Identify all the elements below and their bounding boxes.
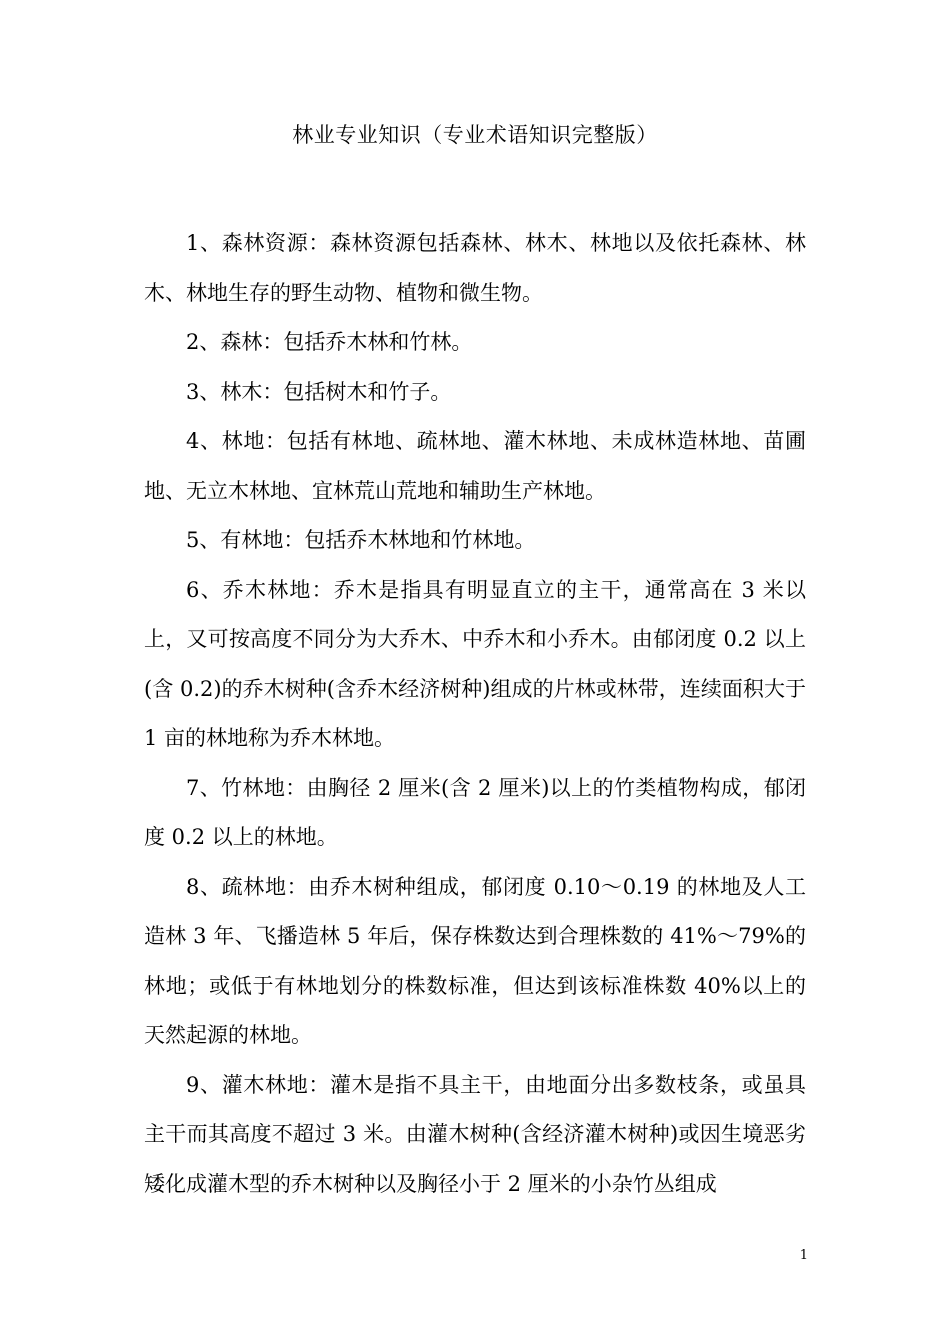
page-number: 1 [799,1248,808,1263]
paragraph-wooded-land: 5、有林地：包括乔木林地和竹林地。 [186,528,536,552]
paragraph-forest: 2、森林：包括乔木林和竹林。 [186,330,473,354]
paragraph-forest-resources: 1、森林资源：森林资源包括森林、林木、林地以及依托森林、林木、林地生存的野生动物、植物和微生物。 [144,231,806,305]
paragraph-forest-land: 4、林地：包括有林地、疏林地、灌木林地、未成林造林地、苗圃地、无立木林地、宜林荒山荒地和辅助生产林地。 [144,429,806,503]
paragraph-sparse-forest-land: 8、疏林地：由乔木树种组成，郁闭度 0.10～0.19 的林地及人工造林 3 年、飞播造林 5 年后，保存株数达到合理株数的 41%～79%的林地；或低于有林地划分的株数标准，但达到该标准株数 40%以上的天然起源的林地。 [144,874,806,1047]
paragraph-bamboo-forest-land: 7、竹林地：由胸径 2 厘米(含 2 厘米)以上的竹类植物构成，郁闭度 0.2 以上的林地。 [144,775,806,849]
paragraph-shrub-forest-land: 9、灌木林地：灌木是指不具主干，由地面分出多数枝条，或虽具主干而其高度不超过 3 米。由灌木树种(含经济灌木树种)或因生境恶劣矮化成灌木型的乔木树种以及胸径小于 2 厘米的小杂竹丛组成 [144,1072,806,1196]
page-title: 林业专业知识（专业术语知识完整版） [292,123,658,147]
document-body [144,219,806,1209]
paragraph-trees: 3、林木：包括树木和竹子。 [186,379,452,404]
paragraph-arbor-forest-land: 6、乔木林地：乔木是指具有明显直立的主干，通常高在 3 米以上，又可按高度不同分为大乔木、中乔木和小乔木。由郁闭度 0.2 以上(含 0.2)的乔木树种(含乔木经济树种)组成的片林或林带，连续面积大于 1 亩的林地称为乔木林地。 [144,577,806,750]
